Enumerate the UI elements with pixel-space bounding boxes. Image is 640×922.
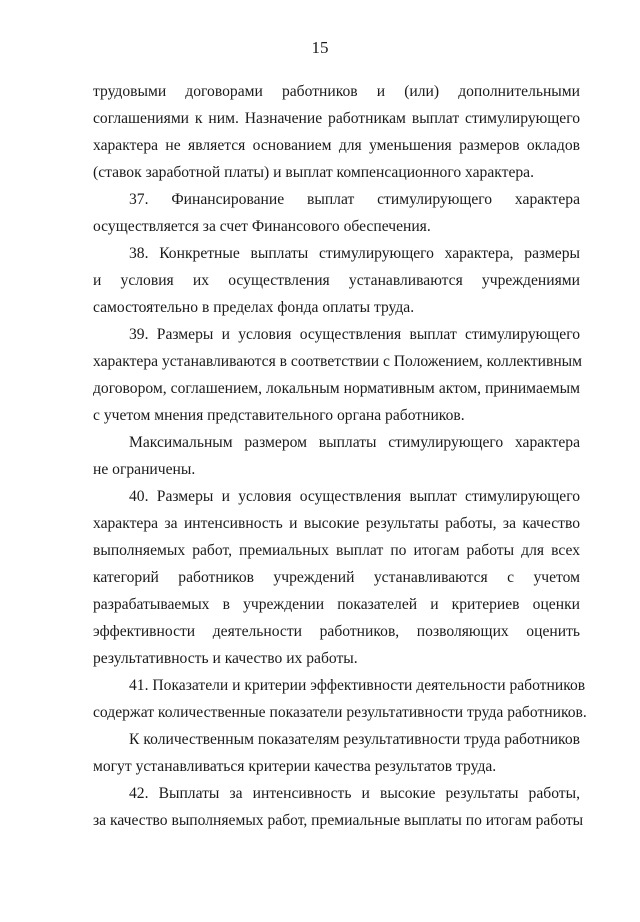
text-line: категорий работников учреждений устанавливаются с учетом bbox=[93, 569, 580, 586]
text-line: характера за интенсивность и высокие результаты работы, за качество bbox=[93, 515, 580, 532]
text-line: трудовыми договорами работников и (или) дополнительными bbox=[93, 83, 580, 100]
text-line: характера не является основанием для уменьшения размеров окладов bbox=[93, 137, 580, 154]
text-line: результативность и качество их работы. bbox=[93, 650, 358, 667]
text-line: 42. Выплаты за интенсивность и высокие результаты работы, bbox=[129, 785, 580, 802]
text-line: эффективности деятельности работников, позволяющих оценить bbox=[93, 623, 580, 640]
text-line: 41. Показатели и критерии эффективности деятельности работников bbox=[129, 677, 586, 694]
text-line: выполняемых работ, премиальных выплат по итогам работы для всех bbox=[93, 542, 580, 559]
text-line: 40. Размеры и условия осуществления выплат стимулирующего bbox=[129, 488, 580, 505]
paragraph bbox=[93, 78, 580, 186]
text-line: 39. Размеры и условия осуществления выплат стимулирующего bbox=[129, 326, 580, 343]
paragraph bbox=[93, 240, 580, 321]
text-line: Максимальным размером выплаты стимулирующего характера bbox=[129, 434, 580, 451]
document-body bbox=[93, 78, 587, 834]
text-line: самостоятельно в пределах фонда оплаты труда. bbox=[93, 299, 415, 316]
text-line: разрабатываемых в учреждении показателей и критериев оценки bbox=[93, 596, 580, 613]
paragraph bbox=[93, 429, 580, 483]
text-line: 38. Конкретные выплаты стимулирующего характера, размеры bbox=[129, 245, 580, 262]
text-line: договором, соглашением, локальным нормативным актом, принимаемым bbox=[93, 380, 580, 397]
text-line: 37. Финансирование выплат стимулирующего характера bbox=[129, 191, 580, 208]
text-line: за качество выполняемых работ, премиальные выплаты по итогам работы bbox=[93, 812, 584, 829]
text-line: К количественным показателям результативности труда работников bbox=[129, 731, 580, 748]
text-line: и условия их осуществления устанавливаются учреждениями bbox=[93, 272, 580, 289]
text-line: могут устанавливаться критерии качества результатов труда. bbox=[93, 758, 497, 775]
paragraph bbox=[93, 726, 580, 780]
text-line: содержат количественные показатели результативности труда работников. bbox=[93, 704, 587, 721]
paragraph bbox=[93, 780, 584, 834]
text-line: характера устанавливаются в соответствии с Положением, коллективным bbox=[93, 353, 583, 370]
paragraph bbox=[93, 483, 580, 672]
text-line: (ставок заработной платы) и выплат компенсационного характера. bbox=[93, 164, 534, 181]
paragraph bbox=[93, 672, 587, 726]
text-line: не ограничены. bbox=[93, 461, 196, 478]
paragraph bbox=[93, 321, 583, 429]
text-line: с учетом мнения представительного органа работников. bbox=[93, 407, 465, 424]
text-line: осуществляется за счет Финансового обеспечения. bbox=[93, 218, 431, 235]
paragraph bbox=[93, 186, 580, 240]
text-line: соглашениями к ним. Назначение работникам выплат стимулирующего bbox=[93, 110, 580, 127]
page-number: 15 bbox=[311, 38, 329, 57]
